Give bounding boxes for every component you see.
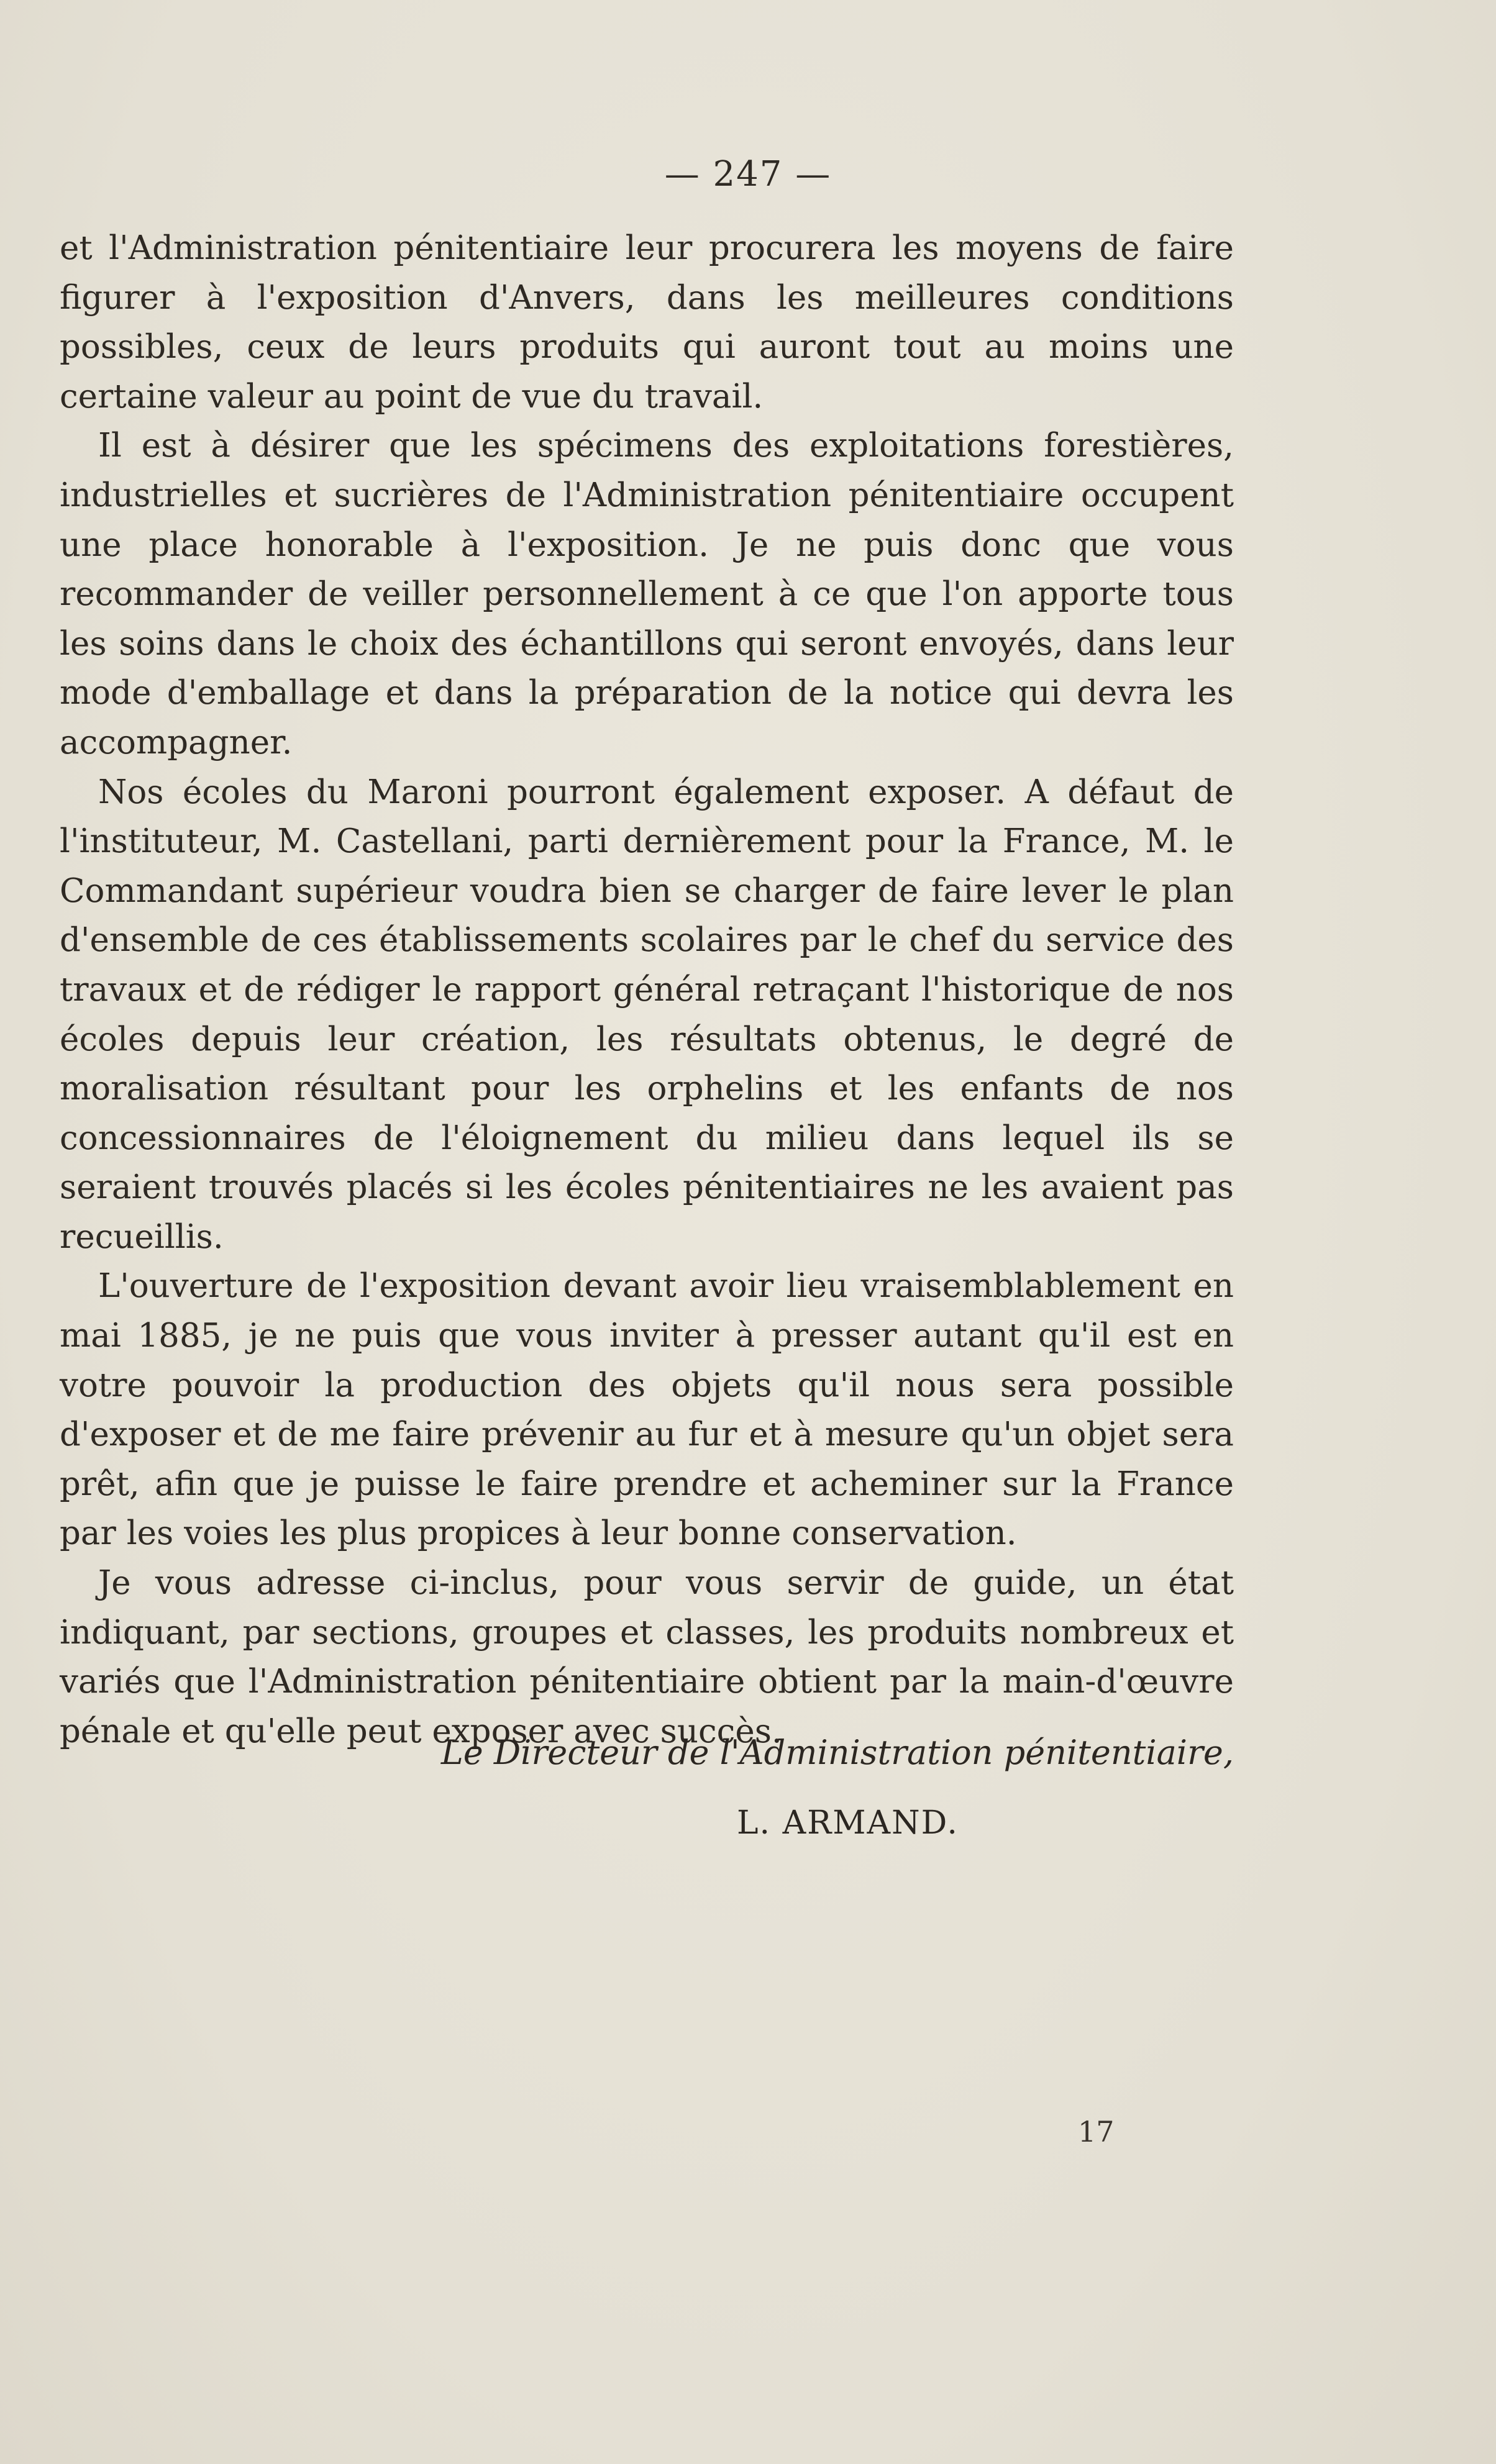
- paragraph: Je vous adresse ci-inclus, pour vous servir de guide, un état indiquant, par sections, groupes et classes, les produits nombreux et variés que l'Administration pénitentiaire obtient par la main-d'œuvre pénale et qu'elle peut exposer avec succès.: [60, 1564, 1234, 1750]
- paragraph: L'ouverture de l'exposition devant avoir lieu vraisemblablement en mai 1885, je ne puis que vous inviter à presser autant qu'il est en votre pouvoir la production des objets qu'il nous sera possible d'exposer et de me faire prévenir au fur et à mesure qu'un objet sera prêt, afin que je puisse le faire prendre et acheminer sur la France par les voies les plus propices à leur bonne conservation.: [60, 1267, 1234, 1553]
- signature-name: L. ARMAND.: [737, 1804, 959, 1842]
- paragraph: Il est à désirer que les spécimens des exploitations forestières, industrielles et sucrières de l'Administration pénitentiaire occupent une place honorable à l'exposition. Je ne puis donc que vous recommander de veiller personnellement à ce que l'on apporte tous les soins dans le choix des échantillons qui seront envoyés, dans leur mode d'emballage et dans la préparation de la notice qui devra les accompagner.: [60, 427, 1234, 761]
- paragraph: Nos écoles du Maroni pourront également exposer. A défaut de l'instituteur, M. Castellani, parti dernièrement pour la France, M. le Commandant supérieur voudra bien se charger de faire lever le plan d'ensemble de ces établissements scolaires par le chef du service des travaux et de rédiger le rapport général retraçant l'historique de nos écoles depuis leur création, les résultats obtenus, le degré de moralisation résultant pour les orphelins et les enfants de nos concessionnaires de l'éloignement du milieu dans lequel ils se seraient trouvés placés si les écoles pénitentiaires ne les avaient pas recueillis.: [60, 773, 1234, 1256]
- paragraph-continuation: et l'Administration pénitentiaire leur procurera les moyens de faire figurer à l'exposition d'Anvers, dans les meilleures conditions possibles, ceux de leurs produits qui auront tout au moins une certaine valeur au point de vue du travail.: [60, 229, 1234, 416]
- signature-title: Le Directeur de l'Administration pénitentiaire,: [440, 1733, 1234, 1772]
- sheet-signature-mark: 17: [1078, 2115, 1115, 2148]
- page-number: — 247 —: [664, 154, 832, 194]
- body-text: [60, 224, 1234, 1756]
